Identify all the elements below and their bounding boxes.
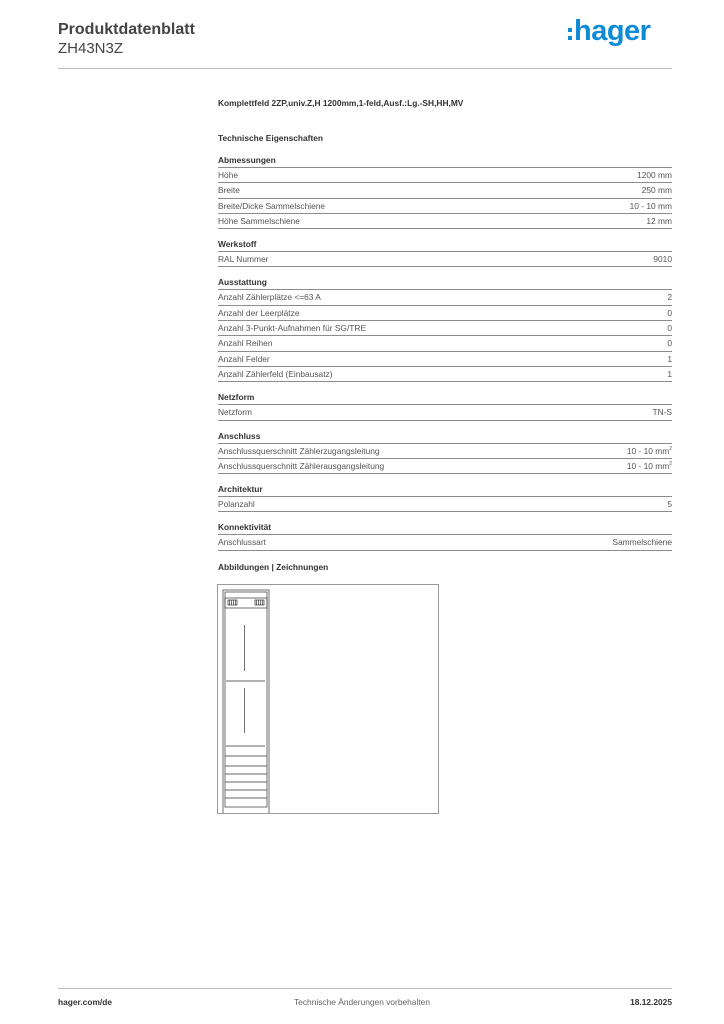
property-key: Anzahl Reihen [218, 338, 273, 349]
property-row [218, 199, 672, 214]
header-divider [58, 68, 672, 69]
property-value-text: 1 [667, 368, 672, 379]
property-value [667, 497, 672, 511]
images-heading: Abbildungen | Zeichnungen [218, 561, 329, 572]
property-row [218, 405, 672, 420]
section-title: Werkstoff [218, 238, 672, 252]
property-row [218, 183, 672, 198]
section-werkstoff [218, 238, 672, 267]
property-value-text: TN-S [652, 407, 672, 418]
section-netzform [218, 391, 672, 420]
property-key: Netzform [218, 407, 252, 418]
property-row [218, 336, 672, 351]
property-row [218, 444, 672, 459]
property-key: Anzahl 3-Punkt-Aufnahmen für SG/TRE [218, 323, 367, 334]
property-value [642, 183, 672, 197]
property-value [652, 405, 672, 419]
section-anschluss [218, 430, 672, 475]
meter-panel-drawing-icon [218, 585, 438, 813]
property-value-text: 0 [667, 338, 672, 349]
property-row [218, 367, 672, 382]
property-value-text: 0 [667, 323, 672, 334]
section-abmessungen [218, 154, 672, 229]
product-code: ZH43N3Z [58, 40, 124, 57]
property-value-text: 1 [667, 353, 672, 364]
footer-divider [58, 988, 672, 989]
property-key: RAL Nummer [218, 254, 269, 265]
property-row [218, 290, 672, 305]
section-konnektivit-t [218, 521, 672, 550]
property-value [637, 168, 672, 182]
property-value [627, 444, 672, 458]
properties-sections [218, 154, 672, 551]
property-value [667, 290, 672, 304]
property-value-text: Sammelschiene [612, 537, 672, 548]
unit-superscript: 2 [669, 461, 672, 468]
property-row [218, 306, 672, 321]
property-value [667, 352, 672, 366]
property-row [218, 252, 672, 267]
property-key: Polanzahl [218, 499, 255, 510]
property-row [218, 168, 672, 183]
property-value-text: 2 [667, 292, 672, 303]
property-value [630, 199, 672, 213]
unit-superscript: 2 [669, 445, 672, 452]
property-key: Anschlussquerschnitt Zählerzugangsleitung [218, 445, 380, 456]
page-title: Produktdatenblatt [58, 21, 195, 38]
property-key: Breite [218, 185, 240, 196]
property-row [218, 497, 672, 512]
property-key: Anschlussart [218, 537, 266, 548]
product-description: Komplettfeld 2ZP,univ.Z,H 1200mm,1-feld,Ausf.:Lg.-SH,HH,MV [218, 98, 464, 108]
property-value [667, 336, 672, 350]
property-value-text: 250 mm [641, 185, 672, 196]
property-value-text: 12 mm [646, 215, 672, 226]
property-value-text: 0 [667, 307, 672, 318]
property-row [218, 535, 672, 550]
technical-drawing [217, 584, 439, 814]
property-row [218, 214, 672, 229]
property-value [612, 535, 672, 549]
property-key: Anzahl Zählerplätze <=63 A [218, 292, 321, 303]
hager-logo [568, 16, 650, 46]
section-title: Konnektivität [218, 521, 672, 535]
footer-disclaimer: Technische Änderungen vorbehalten [294, 997, 430, 1007]
property-value [667, 321, 672, 335]
property-key: Breite/Dicke Sammelschiene [218, 200, 326, 211]
section-ausstattung [218, 276, 672, 382]
property-value [667, 306, 672, 320]
datasheet-content [218, 96, 672, 574]
property-value [646, 214, 672, 228]
logo-dots-icon [568, 28, 572, 40]
property-value-text: 10 - 10 mm [626, 445, 670, 456]
property-key: Anzahl Zählerfeld (Einbausatz) [218, 368, 333, 379]
property-key: Anzahl Felder [218, 353, 270, 364]
section-title: Netzform [218, 391, 672, 405]
footer-website: hager.com/de [58, 997, 112, 1007]
property-key: Anzahl der Leerplätze [218, 307, 300, 318]
property-key: Anschlussquerschnitt Zählerausgangsleitung [218, 460, 385, 471]
section-title: Architektur [218, 483, 672, 497]
tech-properties-heading: Technische Eigenschaften [218, 133, 324, 143]
section-title: Ausstattung [218, 276, 672, 290]
property-value [627, 459, 672, 473]
property-row [218, 321, 672, 336]
section-title: Abmessungen [218, 154, 672, 168]
section-architektur [218, 483, 672, 512]
property-value [667, 367, 672, 381]
property-key: Höhe Sammelschiene [218, 215, 300, 226]
property-value-text: 9010 [653, 254, 672, 265]
property-row [218, 352, 672, 367]
property-value-text: 10 - 10 mm [626, 460, 670, 471]
footer-date: 18.12.2025 [630, 997, 672, 1007]
property-value-text: 5 [667, 499, 672, 510]
property-value [653, 252, 672, 266]
property-value-text: 1200 mm [637, 170, 672, 180]
property-row [218, 459, 672, 474]
logo-text: hager [574, 15, 651, 47]
property-value-text: 10 - 10 mm [629, 200, 672, 211]
property-key: Höhe [218, 170, 239, 180]
section-title: Anschluss [218, 430, 672, 444]
